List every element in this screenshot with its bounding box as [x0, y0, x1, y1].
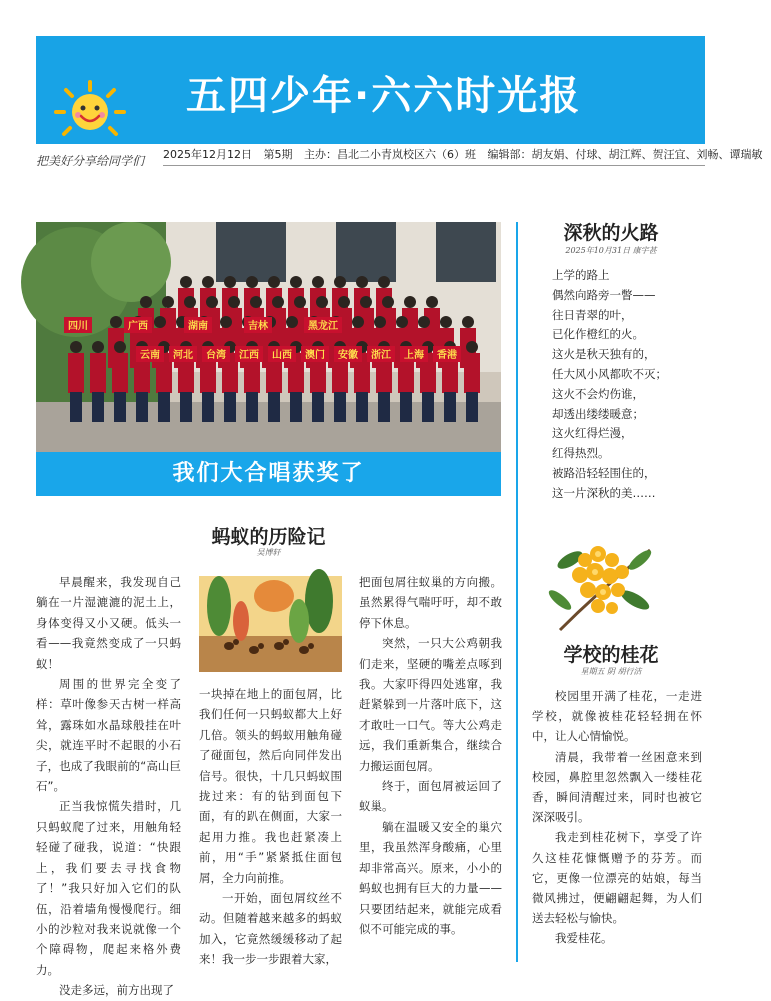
poem-line: 被路沿轻轻围住的， — [552, 465, 656, 480]
student-head — [294, 296, 306, 308]
choir-photo — [36, 222, 501, 496]
student-head — [360, 296, 372, 308]
student-head — [70, 341, 82, 353]
masthead-banner — [36, 36, 705, 144]
province-sign-label: 浙江 — [371, 350, 391, 361]
paragraph: 校园里开满了桂花，一走进学校，就像被桂花轻轻拥在怀中，让人心情愉悦。 — [532, 689, 702, 744]
student-head — [228, 296, 240, 308]
paragraph: 正当我惊慌失措时，几只蚂蚁爬了过来，用触角轻轻碰了碰我，说道：“快跟上，我们要去寻找食物了！”我只好加入它们的队伍，沿着墙角慢慢爬行。细小的沙粒对我来说就像一个个障碍物，爬起来格外费力。 — [36, 799, 181, 977]
photo-caption: 我们大合唱获奖了 — [36, 452, 501, 496]
poem-line: 上学的路上 — [552, 268, 610, 282]
student-legs — [400, 392, 412, 422]
student-head — [426, 296, 438, 308]
paragraph: 躺在温暖又安全的巢穴里，我虽然浑身酸痛，心里却非常高兴。原来，小小的蚂蚁也拥有巨大的力量——只要团结起来，就能完成看似不可能完成的事。 — [359, 819, 502, 936]
student-head — [180, 276, 192, 288]
student-head — [312, 276, 324, 288]
student-head — [224, 276, 236, 288]
student-legs — [268, 392, 280, 422]
paragraph: 突然，一只大公鸡朝我们走来，坚硬的嘴差点啄到我。大家吓得四处逃窜，我赶紧躲到一片落叶底下，这才敢吐一口气。等大公鸡走远，我们重新集合，继续合力搬运面包屑。 — [359, 636, 502, 773]
student-head — [250, 296, 262, 308]
student-head — [396, 316, 408, 328]
paragraph: 一块掉在地上的面包屑，比我们任何一只蚂蚁都大上好几倍。领头的蚂蚁用触角碰了碰面包，然后向同伴发出信号。很快，十几只蚂蚁围拢过来：有的钻到面包下面，有的趴在侧面，大家一起用力推。我也赶紧凑上前，用“手”紧紧抵住面包屑，全力向前推。 — [199, 687, 342, 885]
poem-line: 却透出缕缕暖意； — [552, 406, 644, 421]
student-head — [440, 316, 452, 328]
province-sign-label: 山西 — [272, 350, 292, 361]
student-head — [334, 276, 346, 288]
student-head — [404, 296, 416, 308]
student-head — [92, 341, 104, 353]
student-head — [154, 316, 166, 328]
province-sign-label: 台湾 — [206, 350, 226, 361]
poem-title: 深秋的火路 — [563, 222, 659, 244]
province-sign-label: 江西 — [239, 350, 259, 361]
student-legs — [92, 392, 104, 422]
slogan: 把美好分享给同学们 — [36, 154, 145, 168]
paragraph: 没走多远，前方出现了 — [59, 983, 174, 998]
student-figure — [90, 353, 106, 393]
paragraph: 早晨醒来，我发现自己躺在一片湿漉漉的泥土上，身体变得又小又硬。低头一看——我竟然变成了一只蚂蚁！ — [36, 575, 181, 671]
poem-line: 这火是秋天独有的， — [552, 347, 656, 362]
paragraph: 我走到桂花树下，享受了许久这桂花慷慨赠予的芬芳。而它，更像一位漂亮的姑娘，每当微风拂过，便翩翩起舞，为人们送去轻松与愉快。 — [532, 830, 702, 926]
poem-line: 任大风小风都吹不灭； — [552, 366, 667, 381]
student-legs — [444, 392, 456, 422]
student-head — [162, 296, 174, 308]
student-head — [184, 296, 196, 308]
paragraph: 清晨，我带着一丝困意来到校园，鼻腔里忽然飘入一缕桂花香，瞬间清醒过来，同时也被它深深吸引。 — [532, 749, 702, 825]
student-head — [338, 296, 350, 308]
student-legs — [202, 392, 214, 422]
student-head — [466, 341, 478, 353]
newspaper-title: 五四少年·六六时光报 — [186, 73, 582, 119]
ants-illustration — [199, 576, 342, 672]
organizer: 主办：昌北二小青岚校区六（6）班 — [304, 148, 476, 161]
province-sign-label: 湖南 — [188, 321, 208, 332]
student-legs — [180, 392, 192, 422]
student-head — [286, 316, 298, 328]
province-sign-label: 香港 — [437, 350, 457, 361]
student-head — [140, 296, 152, 308]
student-head — [268, 276, 280, 288]
student-legs — [378, 392, 390, 422]
student-head — [114, 341, 126, 353]
student-legs — [334, 392, 346, 422]
article-title: 蚂蚁的历险记 — [211, 526, 326, 548]
province-sign-label: 广西 — [128, 321, 148, 332]
osmanthus-flower-icon — [540, 530, 660, 640]
province-sign-label: 安徽 — [338, 350, 358, 361]
student-head — [206, 296, 218, 308]
student-legs — [246, 392, 258, 422]
poem-line: 偶然向路旁一瞥—— — [552, 287, 656, 302]
paragraph: 终于，面包屑被运回了蚁巢。 — [359, 779, 502, 814]
poem-line: 这一片深秋的美…… — [552, 485, 656, 500]
student-head — [110, 316, 122, 328]
paragraph: 把面包屑往蚁巢的方向搬。虽然累得气喘吁吁，却不敢停下休息。 — [359, 575, 502, 630]
paragraph: 一开始，面包屑纹丝不动。但随着越来越多的蚂蚁加入，它竟然缓缓移动了起来！我一步一步跟着大家， — [199, 891, 342, 967]
student-head — [202, 276, 214, 288]
student-head — [462, 316, 474, 328]
sun-logo-icon — [50, 78, 130, 148]
student-legs — [466, 392, 478, 422]
student-legs — [136, 392, 148, 422]
student-figure — [464, 353, 480, 393]
province-sign-label: 吉林 — [248, 321, 268, 332]
student-legs — [356, 392, 368, 422]
osmanthus-title: 学校的桂花 — [563, 644, 659, 666]
student-legs — [290, 392, 302, 422]
osmanthus-meta: 星期五 阴 胡行洁 — [580, 667, 642, 676]
student-legs — [422, 392, 434, 422]
student-head — [418, 316, 430, 328]
issue-date: 2025年12月12日 — [163, 148, 252, 161]
student-head — [272, 296, 284, 308]
editors: 编辑部：胡友娟、付球、胡江辉、贺汪宜、刘畅、谭瑞敏 — [487, 148, 763, 161]
student-head — [382, 296, 394, 308]
student-head — [374, 316, 386, 328]
student-head — [220, 316, 232, 328]
student-legs — [114, 392, 126, 422]
poem-line: 这火红得烂漫， — [552, 426, 633, 441]
article-column-1 — [36, 572, 181, 1001]
poem-meta: 2025年10月31日 康宇甚 — [565, 246, 657, 255]
osmanthus-body — [532, 686, 702, 949]
article-author: 吴博轩 — [256, 548, 281, 557]
student-legs — [70, 392, 82, 422]
student-legs — [158, 392, 170, 422]
student-figure — [112, 353, 128, 393]
article-column-2 — [199, 684, 342, 970]
student-head — [378, 276, 390, 288]
student-figure — [68, 353, 84, 393]
poem-line: 这火不会灼伤谁， — [552, 386, 644, 401]
province-sign-label: 河北 — [173, 350, 193, 361]
poem-line: 红得热烈。 — [552, 446, 610, 461]
issue-number: 第5期 — [263, 148, 293, 161]
province-sign-label: 云南 — [140, 350, 160, 361]
student-legs — [312, 392, 324, 422]
student-legs — [224, 392, 236, 422]
province-sign-label: 上海 — [404, 350, 424, 361]
column-divider — [516, 222, 518, 962]
student-head — [246, 276, 258, 288]
province-sign-label: 四川 — [68, 321, 88, 332]
province-sign-label: 黑龙江 — [308, 321, 338, 332]
paragraph: 周围的世界完全变了样：草叶像参天古树一样高耸，露珠如水晶球般挂在叶尖，就连平时不起眼的小石子，也成了我眼前的“高山巨石”。 — [36, 677, 181, 794]
student-head — [352, 316, 364, 328]
poem-body — [552, 266, 702, 504]
poem-line: 往日青翠的叶， — [552, 307, 633, 322]
issue-info-line — [163, 146, 763, 166]
student-head — [290, 276, 302, 288]
article-column-3 — [359, 572, 502, 939]
poem-line: 已化作橙红的火。 — [552, 327, 644, 342]
student-head — [356, 276, 368, 288]
student-head — [316, 296, 328, 308]
province-sign-label: 澳门 — [305, 350, 325, 361]
paragraph: 我爱桂花。 — [555, 931, 613, 946]
